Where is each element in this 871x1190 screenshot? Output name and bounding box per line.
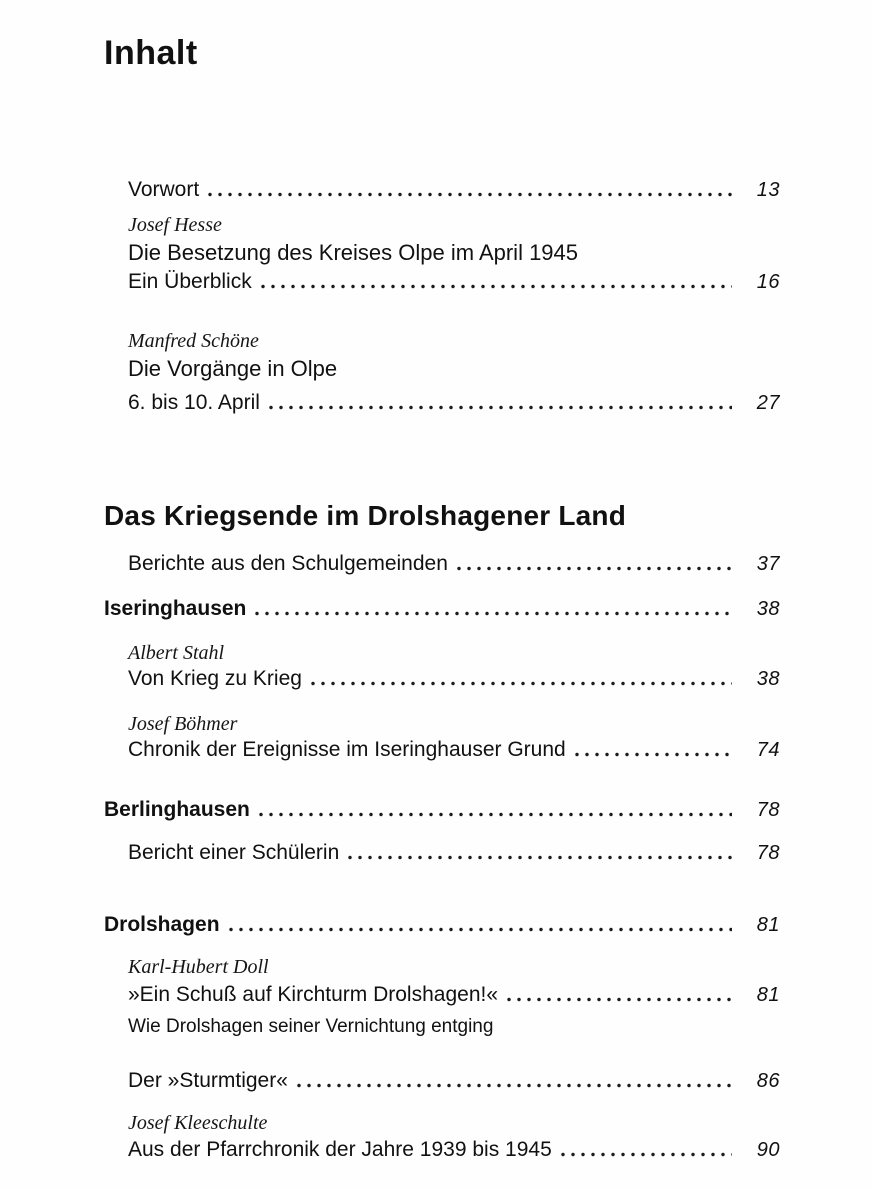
page-number: 78 (756, 842, 780, 864)
toc-entry-ueberblick (128, 269, 780, 295)
dot-leader (561, 1152, 732, 1157)
page-number: 38 (756, 668, 780, 690)
entry-title: Drolshagen (104, 913, 220, 936)
entry-title: Der »Sturmtiger« (128, 1069, 288, 1092)
dot-leader (457, 566, 732, 571)
dot-leader (311, 681, 732, 686)
toc-entry-sturmtiger (128, 1068, 780, 1094)
author-name: Josef Hesse (128, 214, 222, 236)
author-name: Albert Stahl (128, 642, 225, 664)
author-name: Josef Böhmer (128, 713, 238, 735)
dot-leader (507, 997, 732, 1002)
page-number: 38 (756, 598, 780, 620)
page-number: 90 (756, 1139, 780, 1161)
page-title: Inhalt (104, 34, 198, 72)
page-number: 74 (756, 739, 780, 761)
entry-title: Iseringhausen (104, 597, 247, 620)
dot-leader (297, 1083, 732, 1088)
dot-leader (575, 752, 732, 757)
entry-title: Ein Überblick (128, 270, 252, 293)
dot-leader (348, 855, 732, 860)
dot-leader (229, 927, 732, 932)
page-number: 37 (756, 553, 780, 575)
dot-leader (255, 611, 732, 616)
toc-entry-vorwort (128, 177, 780, 203)
entry-main-title: Die Besetzung des Kreises Olpe im April 1945 (128, 240, 579, 265)
entry-title: Von Krieg zu Krieg (128, 667, 302, 690)
page-number: 13 (756, 179, 780, 201)
entry-title: »Ein Schuß auf Kirchturm Drolshagen!« (128, 983, 499, 1006)
entry-title: Berichte aus den Schulgemeinden (128, 552, 448, 575)
entry-title: Aus der Pfarrchronik der Jahre 1939 bis 1945 (128, 1138, 552, 1161)
toc-entry-vonkrieg (128, 666, 780, 692)
page-number: 81 (756, 984, 780, 1006)
entry-subtitle: Wie Drolshagen seiner Vernichtung entging (128, 1016, 494, 1037)
toc-entry-drolshagen (104, 912, 780, 938)
dot-leader (208, 192, 732, 197)
page-number: 78 (756, 799, 780, 821)
page-number: 16 (756, 271, 780, 293)
page-number: 86 (756, 1070, 780, 1092)
toc-entry-iseringhausen (104, 596, 780, 622)
entry-title: Berlinghausen (104, 798, 250, 821)
toc-entry-april (128, 390, 780, 416)
toc-entry-berichte (128, 551, 780, 577)
author-name: Manfred Schöne (128, 330, 259, 352)
dot-leader (261, 284, 732, 289)
dot-leader (269, 405, 732, 410)
toc-entry-pfarrchronik (128, 1137, 780, 1163)
toc-entry-chronik (128, 737, 780, 763)
toc-entry-schuss (128, 982, 780, 1008)
entry-title: Bericht einer Schülerin (128, 841, 340, 864)
page-number: 81 (756, 914, 780, 936)
section-heading: Das Kriegsende im Drolshagener Land (104, 500, 627, 531)
toc-entry-berlinghausen (104, 797, 780, 823)
page-number: 27 (756, 392, 780, 414)
entry-title: 6. bis 10. April (128, 391, 260, 414)
entry-title: Chronik der Ereignisse im Iseringhauser Grund (128, 738, 566, 761)
entry-main-title: Die Vorgänge in Olpe (128, 356, 338, 381)
dot-leader (259, 812, 732, 817)
toc-entry-schuelerin (128, 840, 780, 866)
author-name: Karl-Hubert Doll (128, 956, 269, 978)
author-name: Josef Kleeschulte (128, 1112, 268, 1134)
entry-title: Vorwort (128, 178, 200, 201)
